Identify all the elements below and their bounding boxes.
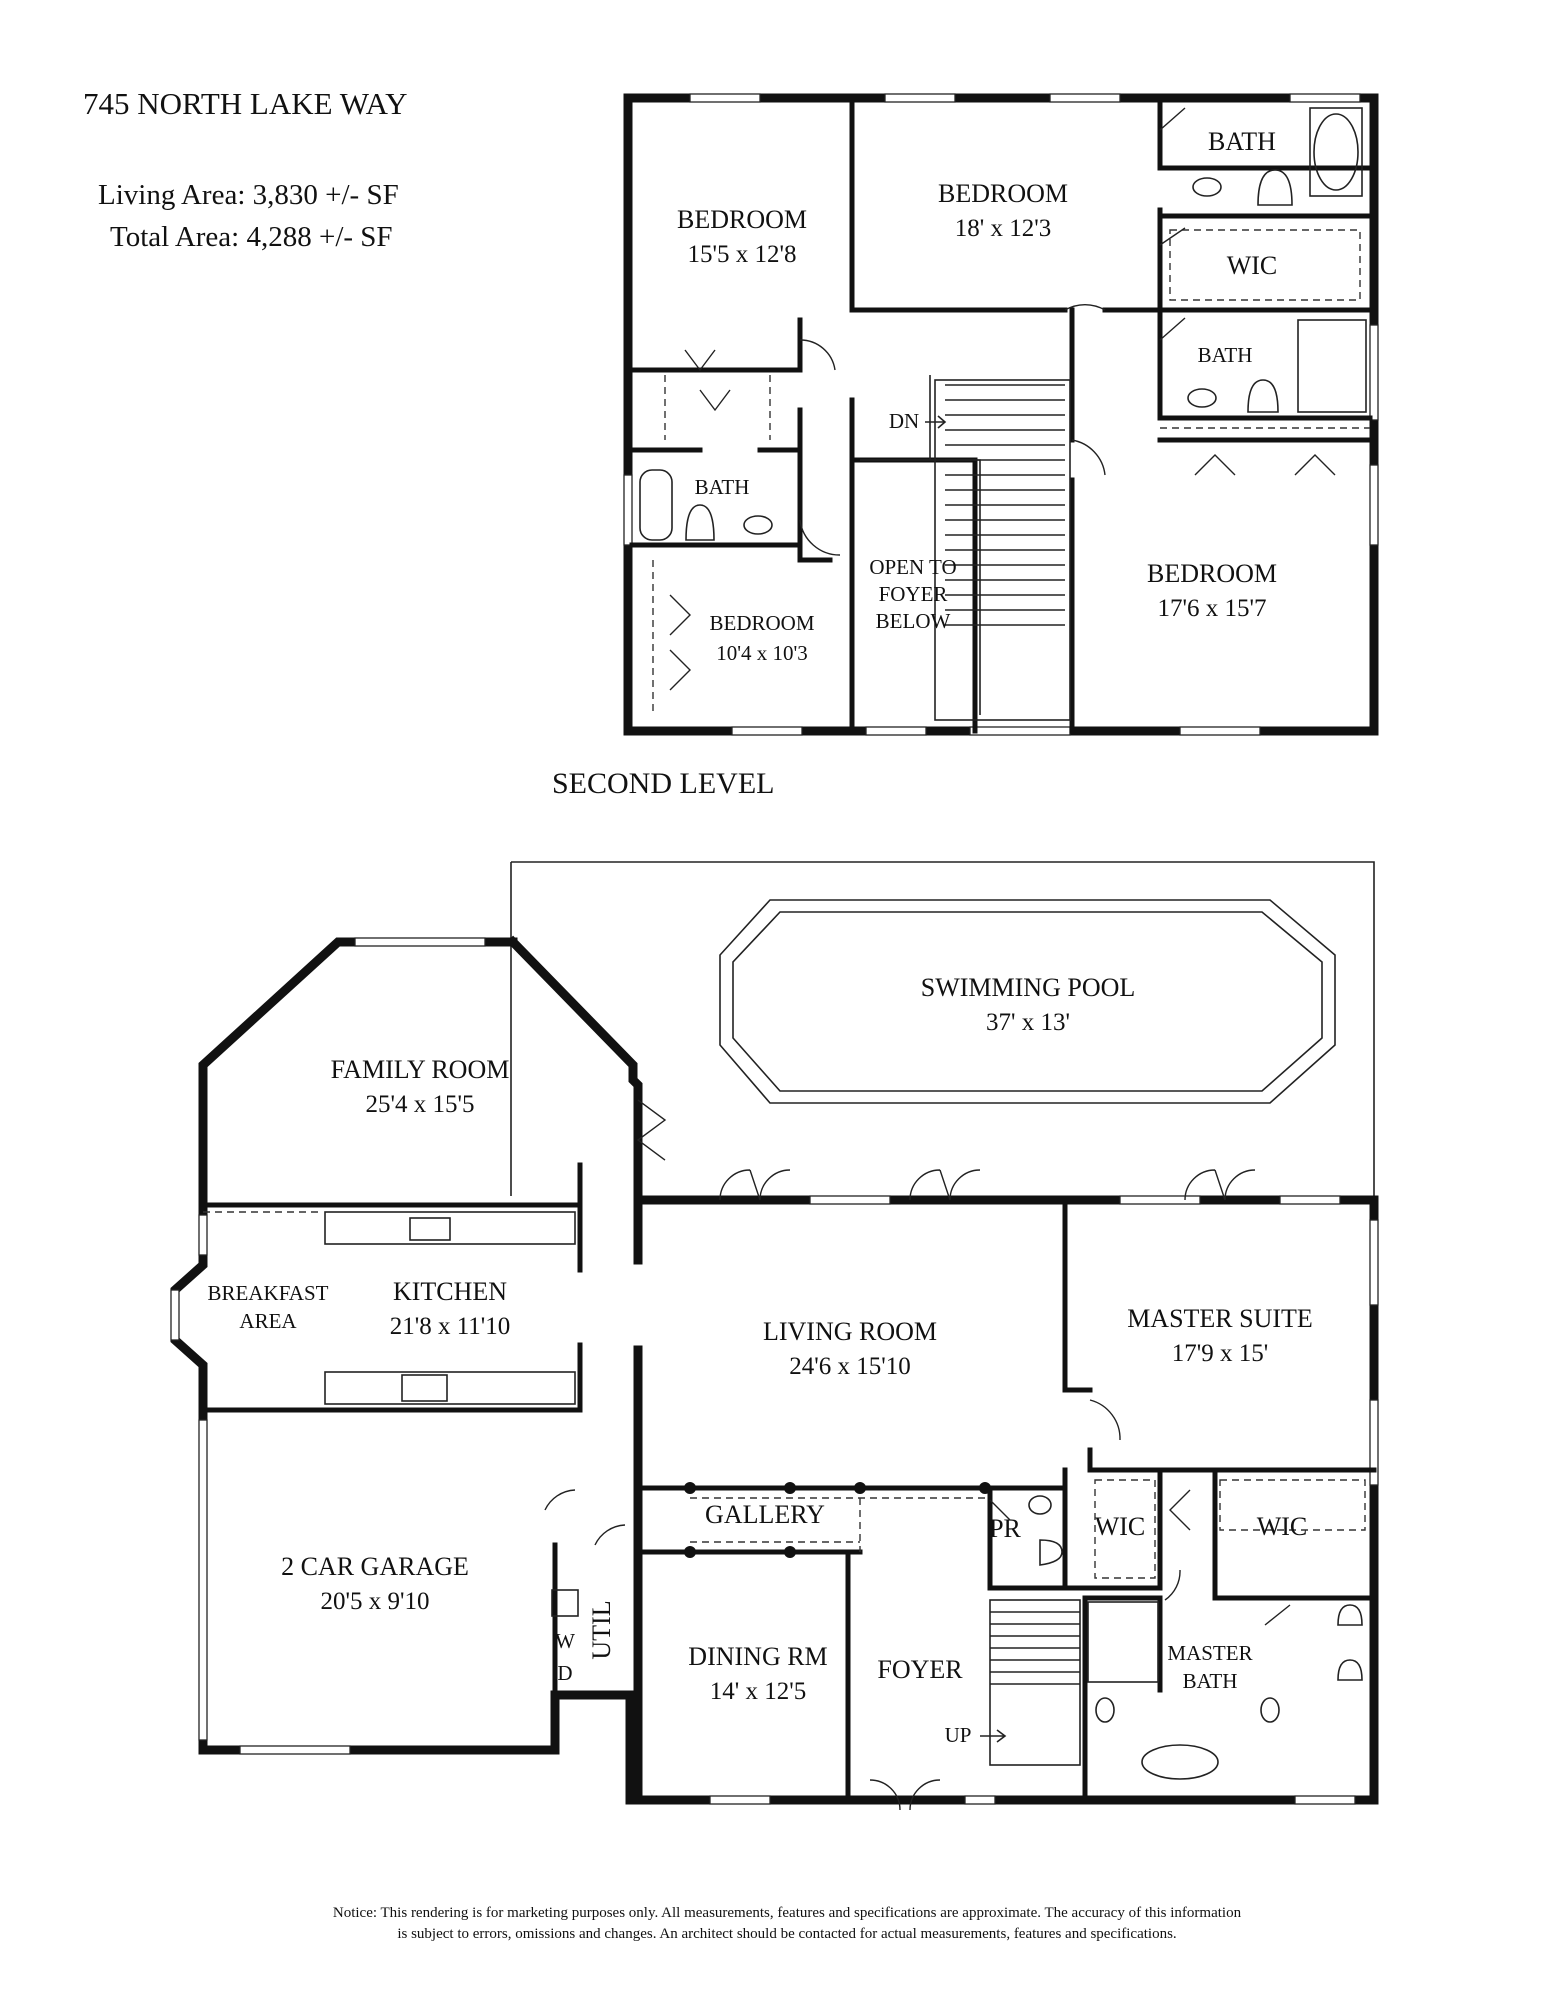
window: [732, 727, 802, 735]
column: [684, 1546, 696, 1558]
bathtub: [1142, 1745, 1218, 1779]
door-swing: [1165, 1490, 1190, 1600]
window: [1370, 1220, 1378, 1305]
bedroom-n-name: BEDROOM: [937, 179, 1069, 208]
foyer-label: FOYER: [877, 1655, 963, 1684]
up-label: UP: [944, 1723, 972, 1747]
window: [199, 1215, 207, 1255]
washer-label: W: [555, 1629, 575, 1653]
door-swing: [545, 1490, 625, 1545]
window: [1295, 1796, 1355, 1804]
bath-e-label: BATH: [1197, 343, 1253, 367]
window: [1370, 465, 1378, 545]
master-suite-dims: 17'9 x 15': [1171, 1340, 1269, 1367]
toilet: [686, 505, 714, 540]
bathtub: [1310, 108, 1362, 196]
breakfast-line1: BREAKFAST: [207, 1281, 329, 1305]
window: [710, 1796, 770, 1804]
window: [355, 938, 485, 946]
window: [1290, 94, 1360, 102]
wic-label: WIC: [1226, 251, 1278, 280]
sink: [1261, 1698, 1279, 1722]
sink: [1096, 1698, 1114, 1722]
sink: [1188, 389, 1216, 407]
toilet: [1338, 1605, 1362, 1625]
window: [624, 475, 632, 545]
open-to-foyer-line1: OPEN TO: [869, 555, 957, 579]
master-bath-wall: [1085, 1598, 1160, 1800]
bath-w-label: BATH: [694, 475, 750, 499]
kitchen-counter: [325, 1372, 575, 1404]
window: [866, 727, 926, 735]
window: [810, 1196, 890, 1204]
kitchen-dims: 21'8 x 11'10: [389, 1313, 511, 1340]
first-level-plan: [171, 862, 1378, 1810]
living-room-name: LIVING ROOM: [762, 1317, 938, 1346]
sink: [1193, 178, 1221, 196]
second-level-plan: [624, 94, 1378, 735]
wall: [632, 545, 852, 560]
wall: [1160, 310, 1370, 440]
shower: [1088, 1602, 1158, 1682]
open-to-foyer-line3: BELOW: [875, 609, 951, 633]
pr-label: PR: [989, 1514, 1021, 1543]
window: [240, 1746, 350, 1754]
column: [784, 1482, 796, 1494]
sink: [1029, 1496, 1051, 1514]
master-bath-line1: MASTER: [1167, 1641, 1253, 1665]
dining-name: DINING RM: [688, 1642, 828, 1671]
window: [1370, 325, 1378, 420]
bathtub: [640, 470, 672, 540]
door-swing: [800, 340, 840, 555]
bedroom-nw-name: BEDROOM: [676, 205, 808, 234]
dining-dims: 14' x 12'5: [709, 1678, 807, 1705]
kitchen-name: KITCHEN: [392, 1277, 508, 1306]
master-wall: [1065, 1200, 1374, 1470]
total-area-text: Total Area: 4,288 +/- SF: [110, 221, 393, 253]
toilet: [1040, 1540, 1062, 1565]
garage-door: [199, 1420, 207, 1740]
garage-dims: 20'5 x 9'10: [320, 1588, 430, 1615]
first-level-stairs: [990, 1600, 1080, 1765]
open-to-foyer-line2: FOYER: [878, 582, 948, 606]
notice-line2: is subject to errors, omissions and changes. An architect should be contacted for actual measurements, features and specifications.: [397, 1926, 1177, 1942]
sink: [744, 516, 772, 534]
door-swing: [1090, 1400, 1120, 1440]
master-suite-name: MASTER SUITE: [1127, 1304, 1313, 1333]
window: [171, 1290, 179, 1340]
bedroom-sw-dims: 10'4 x 10'3: [716, 641, 808, 665]
toilet: [1248, 380, 1278, 412]
window: [1180, 727, 1260, 735]
family-room-name: FAMILY ROOM: [330, 1055, 510, 1084]
wic-right-label: WIC: [1256, 1512, 1308, 1541]
notice-line1: Notice: This rendering is for marketing purposes only. All measurements, features and specifications are approximate. The accuracy of this information: [332, 1905, 1242, 1921]
window: [970, 727, 1070, 735]
window: [965, 1796, 995, 1804]
window: [1120, 1196, 1200, 1204]
gallery-label: GALLERY: [705, 1500, 825, 1529]
bath-ne-label: BATH: [1208, 127, 1276, 156]
shower: [1298, 320, 1366, 412]
living-area-text: Living Area: 3,830 +/- SF: [98, 179, 399, 211]
bathtub: [1314, 114, 1358, 190]
wall: [632, 370, 800, 450]
column: [854, 1482, 866, 1494]
door-swing: [1160, 108, 1185, 340]
living-room-dims: 24'6 x 15'10: [789, 1353, 911, 1380]
wic-left-label: WIC: [1094, 1512, 1146, 1541]
window: [690, 94, 760, 102]
toilet: [1258, 170, 1292, 205]
family-room-dims: 25'4 x 15'5: [365, 1091, 475, 1118]
toilet: [1338, 1660, 1362, 1680]
front-door: [870, 1780, 940, 1810]
window: [1050, 94, 1120, 102]
column: [684, 1482, 696, 1494]
master-bath-line2: BATH: [1182, 1669, 1238, 1693]
util-label: UTIL: [587, 1600, 616, 1660]
closet-doors: [1195, 455, 1335, 475]
pool-dims: 37' x 13': [985, 1009, 1071, 1036]
bedroom-se-dims: 17'6 x 15'7: [1157, 595, 1267, 622]
breakfast-line2: AREA: [239, 1309, 297, 1333]
cooktop: [402, 1375, 447, 1401]
bedroom-se-name: BEDROOM: [1146, 559, 1278, 588]
kitchen-sink: [410, 1218, 450, 1240]
bedroom-nw-dims: 15'5 x 12'8: [687, 241, 797, 268]
window: [1280, 1196, 1340, 1204]
address-title: 745 NORTH LAKE WAY: [83, 86, 408, 121]
closet-doors: [670, 595, 690, 690]
second-level-label: SECOND LEVEL: [552, 767, 775, 800]
column: [784, 1546, 796, 1558]
garage-name: 2 CAR GARAGE: [281, 1552, 469, 1581]
dn-label: DN: [888, 409, 920, 433]
bedroom-sw-name: BEDROOM: [709, 611, 815, 635]
pool-name: SWIMMING POOL: [920, 973, 1136, 1002]
window: [885, 94, 955, 102]
bedroom-n-dims: 18' x 12'3: [954, 215, 1052, 242]
arrow-icon: [980, 1730, 1005, 1742]
closet-doors: [685, 350, 730, 410]
dryer-label: D: [557, 1661, 573, 1685]
